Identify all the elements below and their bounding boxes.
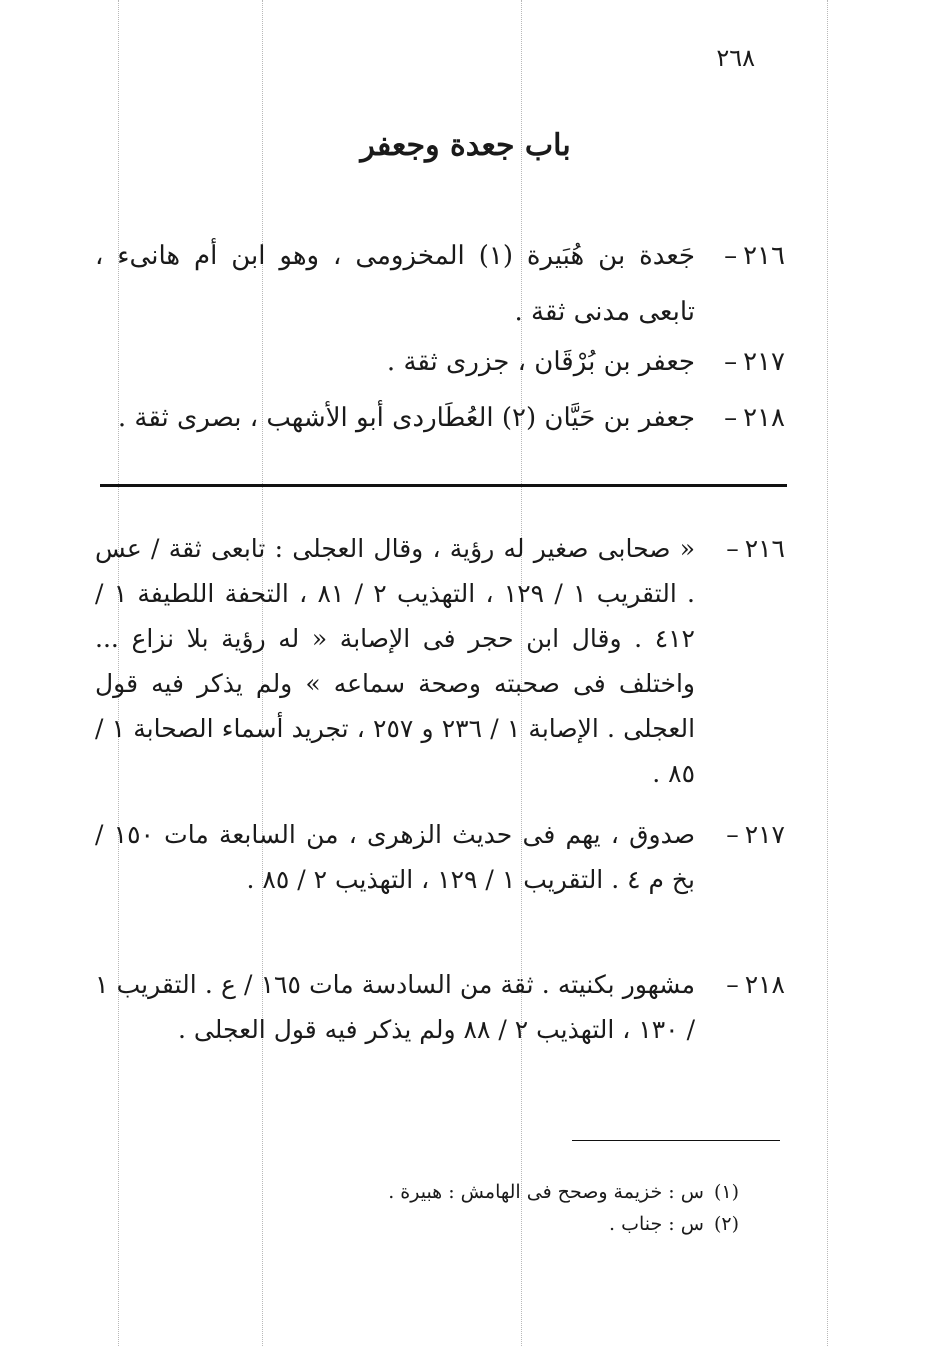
note-218: [95, 962, 785, 1052]
footnote-text: س : جناب .: [609, 1213, 704, 1235]
entry-216: [95, 228, 785, 340]
chapter-title: باب جعدة وجعفر: [360, 128, 571, 163]
footnote-divider: [572, 1140, 780, 1141]
footnote-2: [609, 1210, 739, 1238]
note-216: [95, 526, 785, 796]
note-number: ٢١٧–: [726, 820, 785, 849]
scan-guide-line: [827, 0, 828, 1346]
entry-218: [95, 390, 785, 446]
note-text: صدوق ، يهم فى حديث الزهرى ، من السابعة مات ١٥٠ / بخ م ٤ . التقريب ١ / ١٢٩ ، التهذيب ٢ / ٨٥ .: [95, 820, 695, 894]
note-number: ٢١٦–: [726, 534, 785, 563]
footnote-number: (٢): [713, 1213, 739, 1235]
footnote-1: [388, 1178, 739, 1206]
note-text: « صحابى صغير له رؤية ، وقال العجلى : تابعى ثقة / عس . التقريب ١ / ١٢٩ ، التهذيب ٢ / ٨١ ، التحفة اللطيفة ١ / ٤١٢ . وقال ابن حجر فى الإصابة « له رؤية بلا نزاع ... واختلف فى صحبته وصحة سماعه » ولم يذكر فيه قول العجلى . الإصابة ١ / ٢٣٦ و ٢٥٧ ، تجريد أسماء الصحابة ١ / ٨٥ .: [95, 534, 696, 788]
entry-number: ٢١٦–: [724, 241, 785, 271]
footnote-number: (١): [713, 1181, 739, 1203]
footnote-text: س : خزيمة وصحح فى الهامش : هبيرة .: [388, 1181, 704, 1203]
note-number: ٢١٨–: [726, 970, 785, 999]
page-number: ٢٦٨: [716, 44, 755, 72]
note-text: مشهور بكنيته . ثقة من السادسة مات ١٦٥ / ع . التقريب ١ / ١٣٠ ، التهذيب ٢ / ٨٨ ولم يذكر فيه قول العجلى .: [95, 970, 695, 1044]
entry-text: جعفر بن بُرْقَان ، جزرى ثقة .: [386, 347, 695, 377]
entry-text: جَعدة بن هُبَيرة (١) المخزومى ، وهو ابن أم هانىء ، تابعى مدنى ثقة .: [95, 241, 695, 327]
entry-text: جعفر بن حَيَّان (٢) العُطَاردى أبو الأشهب ، بصرى ثقة .: [117, 403, 695, 433]
entry-217: [95, 334, 785, 390]
entry-number: ٢١٨–: [724, 403, 785, 433]
section-divider: [100, 484, 787, 487]
entry-number: ٢١٧–: [724, 347, 785, 377]
note-217: [95, 812, 785, 902]
